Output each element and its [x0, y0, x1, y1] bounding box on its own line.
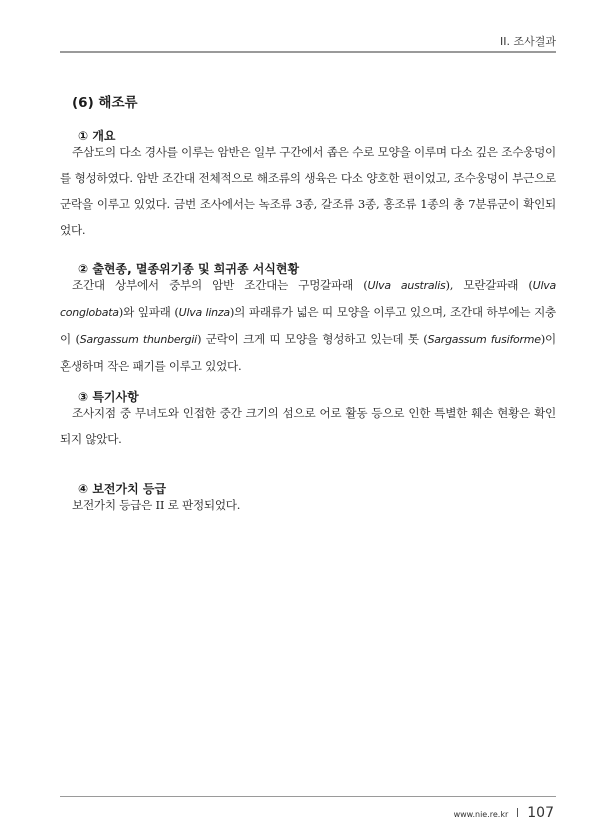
subsection-heading-notes: ③ 특기사항 — [78, 390, 139, 404]
overview-paragraph: 주삼도의 다소 경사를 이루는 암반은 일부 구간에서 좁은 수로 모양을 이루며 다소 깊은 조수웅덩이를 형성하였다. 암반 조간대 전체적으로 해조류의 생육은 다소 양호한 편이었고, 조수웅덩이 부근으로 군락을 이루고 있었다. 금번 조사에서는 녹조류 3종, 갈조류 3종, 홍조류 1종의 총 7분류군이 확인되었다. — [60, 145, 556, 237]
scientific-name: Sargassum thunbergii — [79, 333, 197, 346]
header-divider — [60, 51, 556, 53]
chapter-header: II. 조사결과 — [500, 35, 556, 48]
species-text: )의 파래류가 넓은 띠 모양을 이루고 있으며, 조간대 하부에는 지충이 ( — [60, 305, 557, 346]
subsection-heading-grade: ④ 보전가치 등급 — [78, 482, 167, 496]
footer-divider — [60, 796, 556, 797]
species-text: 조간대 상부에서 중부의 암반 조간대는 구멍갈파래 ( — [72, 278, 368, 292]
footer-url: www.nie.re.kr — [453, 810, 509, 819]
subsection-heading-overview: ① 개요 — [78, 129, 116, 143]
species-text: ) 군락이 크게 띠 모양을 형성하고 있는데 톳 ( — [196, 332, 428, 346]
subsection-heading-species: ② 출현종, 멸종위기종 및 희귀종 서식현황 — [78, 262, 300, 276]
page-number: 107 — [527, 805, 554, 821]
species-text: ), 모란갈파래 ( — [445, 278, 533, 292]
scientific-name: Ulva australis — [367, 279, 446, 292]
section-title: (6) 해조류 — [72, 95, 138, 111]
footer-separator — [517, 808, 518, 817]
species-paragraph — [60, 272, 556, 379]
scientific-name: Sargassum fusiforme — [427, 333, 541, 346]
notes-paragraph: 조사지점 중 무녀도와 인접한 중간 크기의 섬으로 어로 활동 등으로 인한 특별한 훼손 현황은 확인되지 않았다. — [60, 406, 556, 446]
species-text: )와 잎파래 ( — [118, 305, 179, 319]
scientific-name: Ulva linza — [178, 306, 230, 319]
page-footer — [454, 805, 554, 821]
species-text: )이 혼생하며 작은 패기를 이루고 있었다. — [60, 332, 556, 373]
grade-paragraph: 보전가치 등급은 II 로 판정되었다. — [72, 498, 241, 512]
scientific-name: Ulva conglobata — [60, 279, 556, 319]
